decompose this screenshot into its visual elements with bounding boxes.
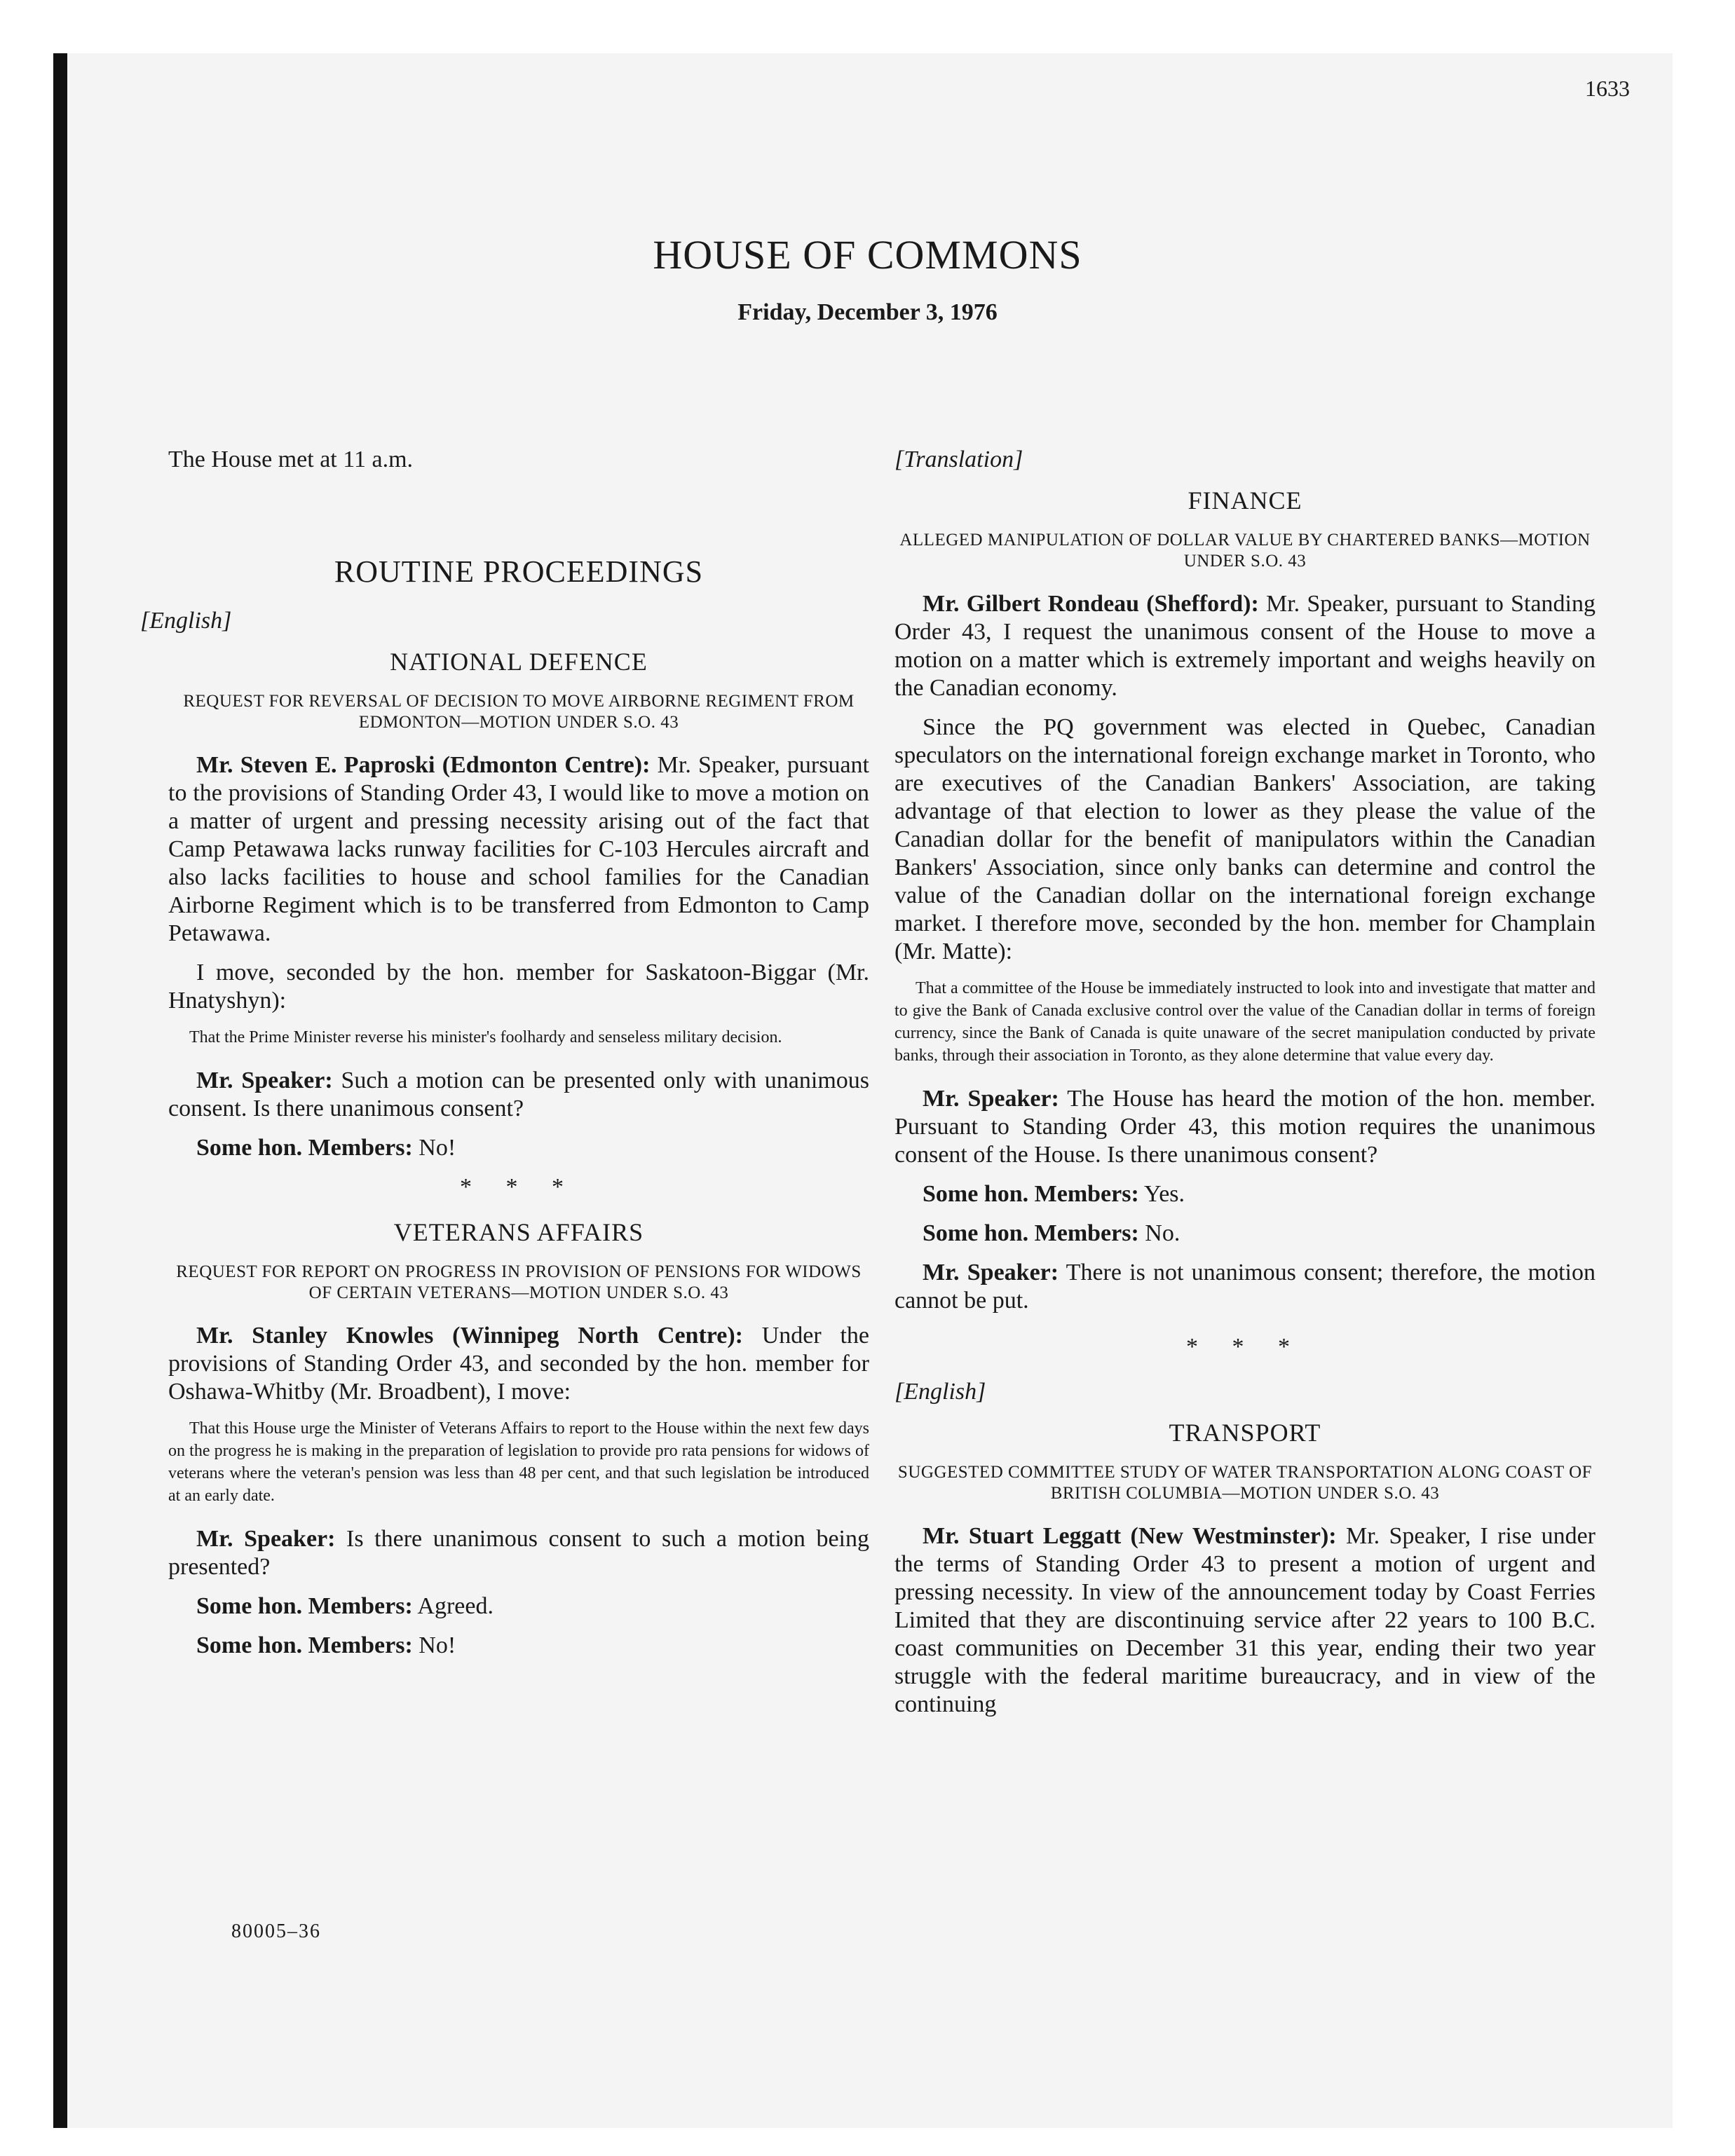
members-reply-2 bbox=[168, 1592, 869, 1621]
sitting-date: Friday, December 3, 1976 bbox=[737, 299, 998, 325]
veterans-affairs-subheading: REQUEST FOR REPORT ON PROGRESS IN PROVISION OF PENSIONS FOR WIDOWS OF CERTAIN VETERANS—MOTION UNDER S.O. 43 bbox=[176, 1262, 862, 1302]
statement-text: Such a motion can be presented only with unanimous consent. Is there unanimous consent? bbox=[168, 1067, 869, 1121]
section-separator: * * * bbox=[1186, 1334, 1304, 1360]
speaker-name: Mr. Stuart Leggatt (New Westminster): bbox=[923, 1523, 1337, 1549]
statement-text: No. bbox=[1145, 1220, 1181, 1246]
finance-subheading: ALLEGED MANIPULATION OF DOLLAR VALUE BY CHARTERED BANKS—MOTION UNDER S.O. 43 bbox=[899, 531, 1591, 571]
veterans-affairs-motion: That this House urge the Minister of Veterans Affairs to report to the House within the next few days on the progress he is making in the preparation of legislation to provide pro rata pensions for widows of veterans where the veteran's pension was less than 48 per cent, and that such legislation be introduced at an early date. bbox=[168, 1419, 869, 1505]
speaker-name: Mr. Speaker: bbox=[923, 1260, 1059, 1285]
speaker-name: Some hon. Members: bbox=[196, 1135, 413, 1161]
statement-text: No! bbox=[419, 1632, 456, 1658]
paproski-statement bbox=[168, 751, 869, 948]
speaker-name: Mr. Speaker: bbox=[923, 1086, 1059, 1112]
speaker-name: Some hon. Members: bbox=[923, 1220, 1139, 1246]
rondeau-statement-continued: Since the PQ government was elected in Quebec, Canadian speculators on the international foreign exchange market in Toronto, who are executives of the Canadian Bankers' Association, are taking advantage of that election to lower as they please the value of the Canadian dollar for the benefit of manipulators within the Canadian Bankers' Association, since only banks can determine and control the value of the Canadian dollar on the international foreign exchange market. I therefore move, seconded by the hon. member for Champlain (Mr. Matte): bbox=[894, 714, 1595, 964]
section-separator: * * * bbox=[460, 1174, 578, 1200]
statement-text: Yes. bbox=[1144, 1181, 1185, 1207]
speaker-reply-3 bbox=[894, 1085, 1595, 1169]
speaker-name: Some hon. Members: bbox=[923, 1181, 1139, 1207]
speaker-name: Mr. Stanley Knowles (Winnipeg North Centre): bbox=[196, 1323, 743, 1349]
members-reply-3 bbox=[168, 1632, 869, 1660]
speaker-name: Some hon. Members: bbox=[196, 1632, 413, 1658]
transport-heading: TRANSPORT bbox=[1169, 1419, 1321, 1447]
finance-heading: FINANCE bbox=[1188, 486, 1302, 514]
rondeau-statement bbox=[894, 590, 1595, 702]
statement-text: The House has heard the motion of the hon. member. Pursuant to Standing Order 43, this motion requires the unanimous consent of the House. Is there unanimous consent? bbox=[894, 1086, 1595, 1168]
left-column bbox=[140, 446, 870, 1671]
leggatt-statement bbox=[894, 1522, 1595, 1719]
speaker-name: Some hon. Members: bbox=[196, 1593, 413, 1619]
paproski-move: I move, seconded by the hon. member for Saskatoon-Biggar (Mr. Hnatyshyn): bbox=[168, 960, 869, 1014]
speaker-name: Mr. Speaker: bbox=[196, 1526, 336, 1552]
language-marker-translation: [Translation] bbox=[894, 446, 1023, 472]
statement-text: Mr. Speaker, pursuant to Standing Order 43, I request the unanimous consent of the House to move a motion on a matter which is extremely important and weighs heavily on the Canadian economy. bbox=[894, 591, 1595, 701]
speaker-reply-2 bbox=[168, 1525, 869, 1581]
national-defence-motion: That the Prime Minister reverse his minister's foolhardy and senseless military decision. bbox=[189, 1028, 782, 1046]
right-column bbox=[894, 446, 1595, 1730]
document-title: HOUSE OF COMMONS bbox=[653, 232, 1082, 278]
national-defence-subheading: REQUEST FOR REVERSAL OF DECISION TO MOVE AIRBORNE REGIMENT FROM EDMONTON—MOTION UNDER S.O. 43 bbox=[183, 692, 855, 732]
speaker-name: Mr. Speaker: bbox=[196, 1067, 333, 1093]
knowles-statement bbox=[168, 1322, 869, 1406]
page-number: 1633 bbox=[1585, 76, 1630, 101]
statement-text: There is not unanimous consent; therefore, the motion cannot be put. bbox=[894, 1260, 1595, 1314]
opening-line: The House met at 11 a.m. bbox=[168, 446, 414, 472]
language-marker-english: [English] bbox=[894, 1379, 986, 1405]
statement-text: Is there unanimous consent to such a motion being presented? bbox=[168, 1526, 869, 1580]
statement-text: No! bbox=[419, 1135, 456, 1161]
routine-proceedings-heading: ROUTINE PROCEEDINGS bbox=[334, 554, 704, 589]
national-defence-heading: NATIONAL DEFENCE bbox=[390, 648, 648, 676]
language-marker-english: [English] bbox=[140, 608, 232, 634]
finance-motion: That a committee of the House be immediately instructed to look into and investigate that matter and to give the Bank of Canada exclusive control over the value of the Canadian dollar in terms of foreign currency, since the Bank of Canada is quite unaware of the secret manipulation conducted by private banks, through their association in Toronto, as they alone determine that value every day. bbox=[894, 979, 1595, 1065]
speaker-name: Mr. Steven E. Paproski (Edmonton Centre): bbox=[196, 752, 651, 778]
printer-code: 80005–36 bbox=[231, 1920, 321, 1942]
speaker-reply-4 bbox=[894, 1259, 1595, 1315]
members-reply-5 bbox=[894, 1220, 1595, 1248]
masthead bbox=[0, 231, 1735, 326]
speaker-name: Mr. Gilbert Rondeau (Shefford): bbox=[923, 591, 1259, 617]
statement-text: Agreed. bbox=[417, 1593, 494, 1619]
members-reply-1 bbox=[168, 1134, 869, 1162]
statement-text: Under the provisions of Standing Order 43, and seconded by the hon. member for Oshawa-Whitby (Mr. Broadbent), I move: bbox=[168, 1323, 869, 1405]
speaker-reply-1 bbox=[168, 1067, 869, 1123]
transport-subheading: SUGGESTED COMMITTEE STUDY OF WATER TRANSPORTATION ALONG COAST OF BRITISH COLUMBIA—MOTION UNDER S.O. 43 bbox=[897, 1463, 1593, 1503]
statement-text: Mr. Speaker, I rise under the terms of Standing Order 43 to present a motion of urgent and pressing necessity. In view of the announcement today by Coast Ferries Limited that they are discontinuing service after 22 years to 100 B.C. coast communities on December 31 this year, ending their two year struggle with the federal maritime bureaucracy, and in view of the continuing bbox=[894, 1523, 1595, 1717]
statement-text: Mr. Speaker, pursuant to the provisions of Standing Order 43, I would like to move a motion on a matter of urgent and pressing necessity arising out of the fact that Camp Petawawa lacks runway facilities for C-103 Hercules aircraft and also lacks facilities to house and school families for the Canadian Airborne Regiment which is to be transferred from Edmonton to Camp Petawawa. bbox=[168, 752, 870, 946]
veterans-affairs-heading: VETERANS AFFAIRS bbox=[393, 1218, 644, 1246]
members-reply-4 bbox=[894, 1180, 1595, 1208]
